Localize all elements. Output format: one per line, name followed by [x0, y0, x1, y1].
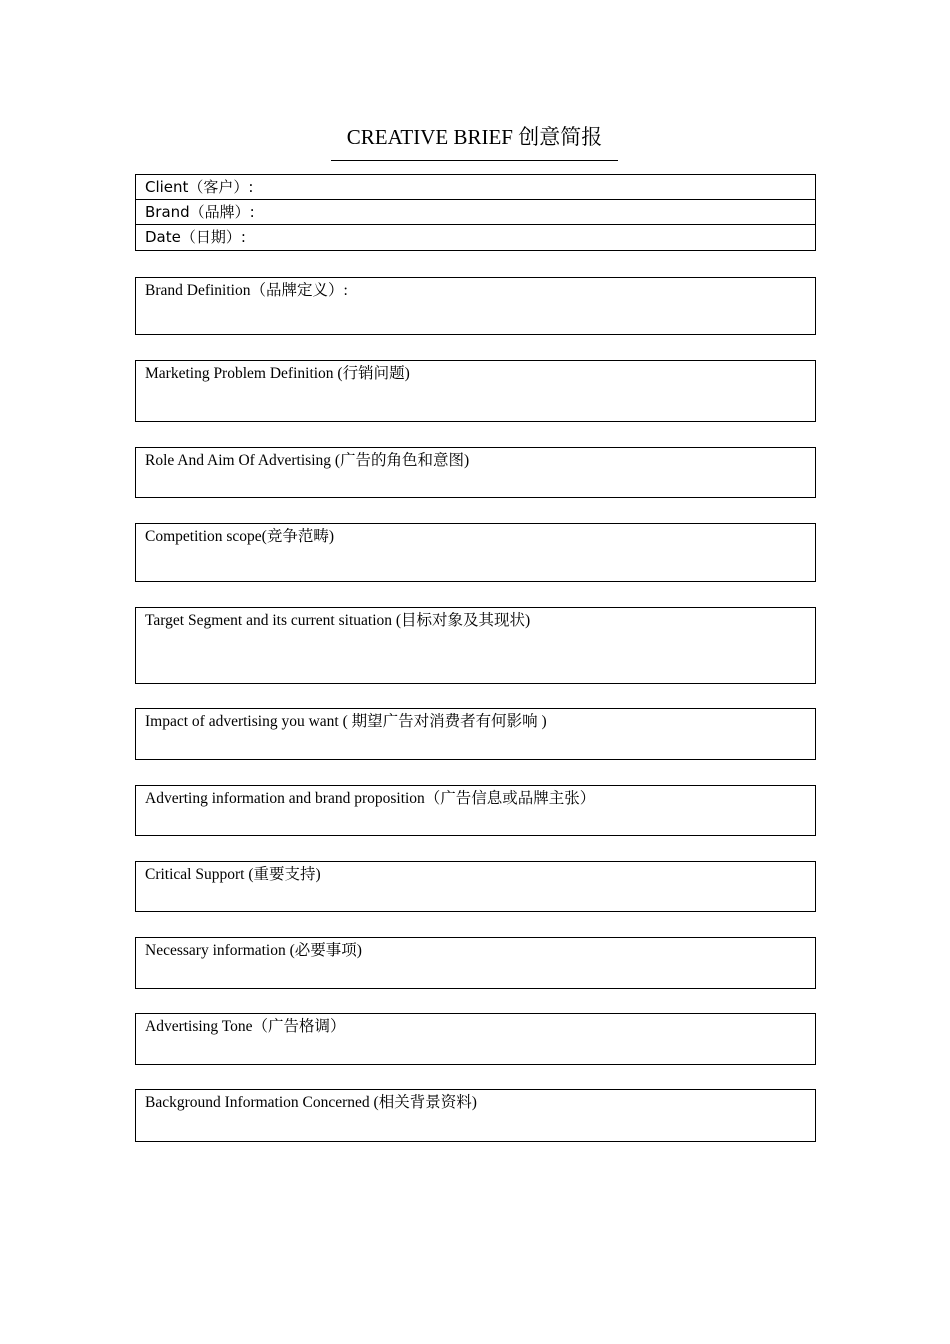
critical-support-field[interactable]: Critical Support (重要支持) — [135, 861, 816, 912]
date-field[interactable]: Date（日期）: — [145, 228, 246, 246]
document-title: CREATIVE BRIEF 创意简报 — [331, 122, 618, 161]
necessary-information-field[interactable]: Necessary information (必要事项) — [135, 937, 816, 989]
brand-definition-field[interactable]: Brand Definition（品牌定义）: — [135, 277, 816, 335]
brand-field[interactable]: Brand（品牌）: — [136, 200, 815, 225]
target-segment-field[interactable]: Target Segment and its current situation (目标对象及其现状) — [135, 607, 816, 684]
brand-proposition-field[interactable]: Adverting information and brand proposition（广告信息或品牌主张） — [135, 785, 816, 836]
client-info-table — [135, 174, 816, 251]
background-information-field[interactable]: Background Information Concerned (相关背景资料) — [135, 1089, 816, 1142]
client-field[interactable]: Client（客户）: — [136, 175, 815, 200]
competition-scope-field[interactable]: Competition scope(竞争范畴) — [135, 523, 816, 582]
advertising-tone-field[interactable]: Advertising Tone（广告格调） — [135, 1013, 816, 1065]
marketing-problem-field[interactable]: Marketing Problem Definition (行销问题) — [135, 360, 816, 422]
advertising-impact-field[interactable]: Impact of advertising you want ( 期望广告对消费者有何影响 ) — [135, 708, 816, 760]
advertising-role-field[interactable]: Role And Aim Of Advertising (广告的角色和意图) — [135, 447, 816, 498]
